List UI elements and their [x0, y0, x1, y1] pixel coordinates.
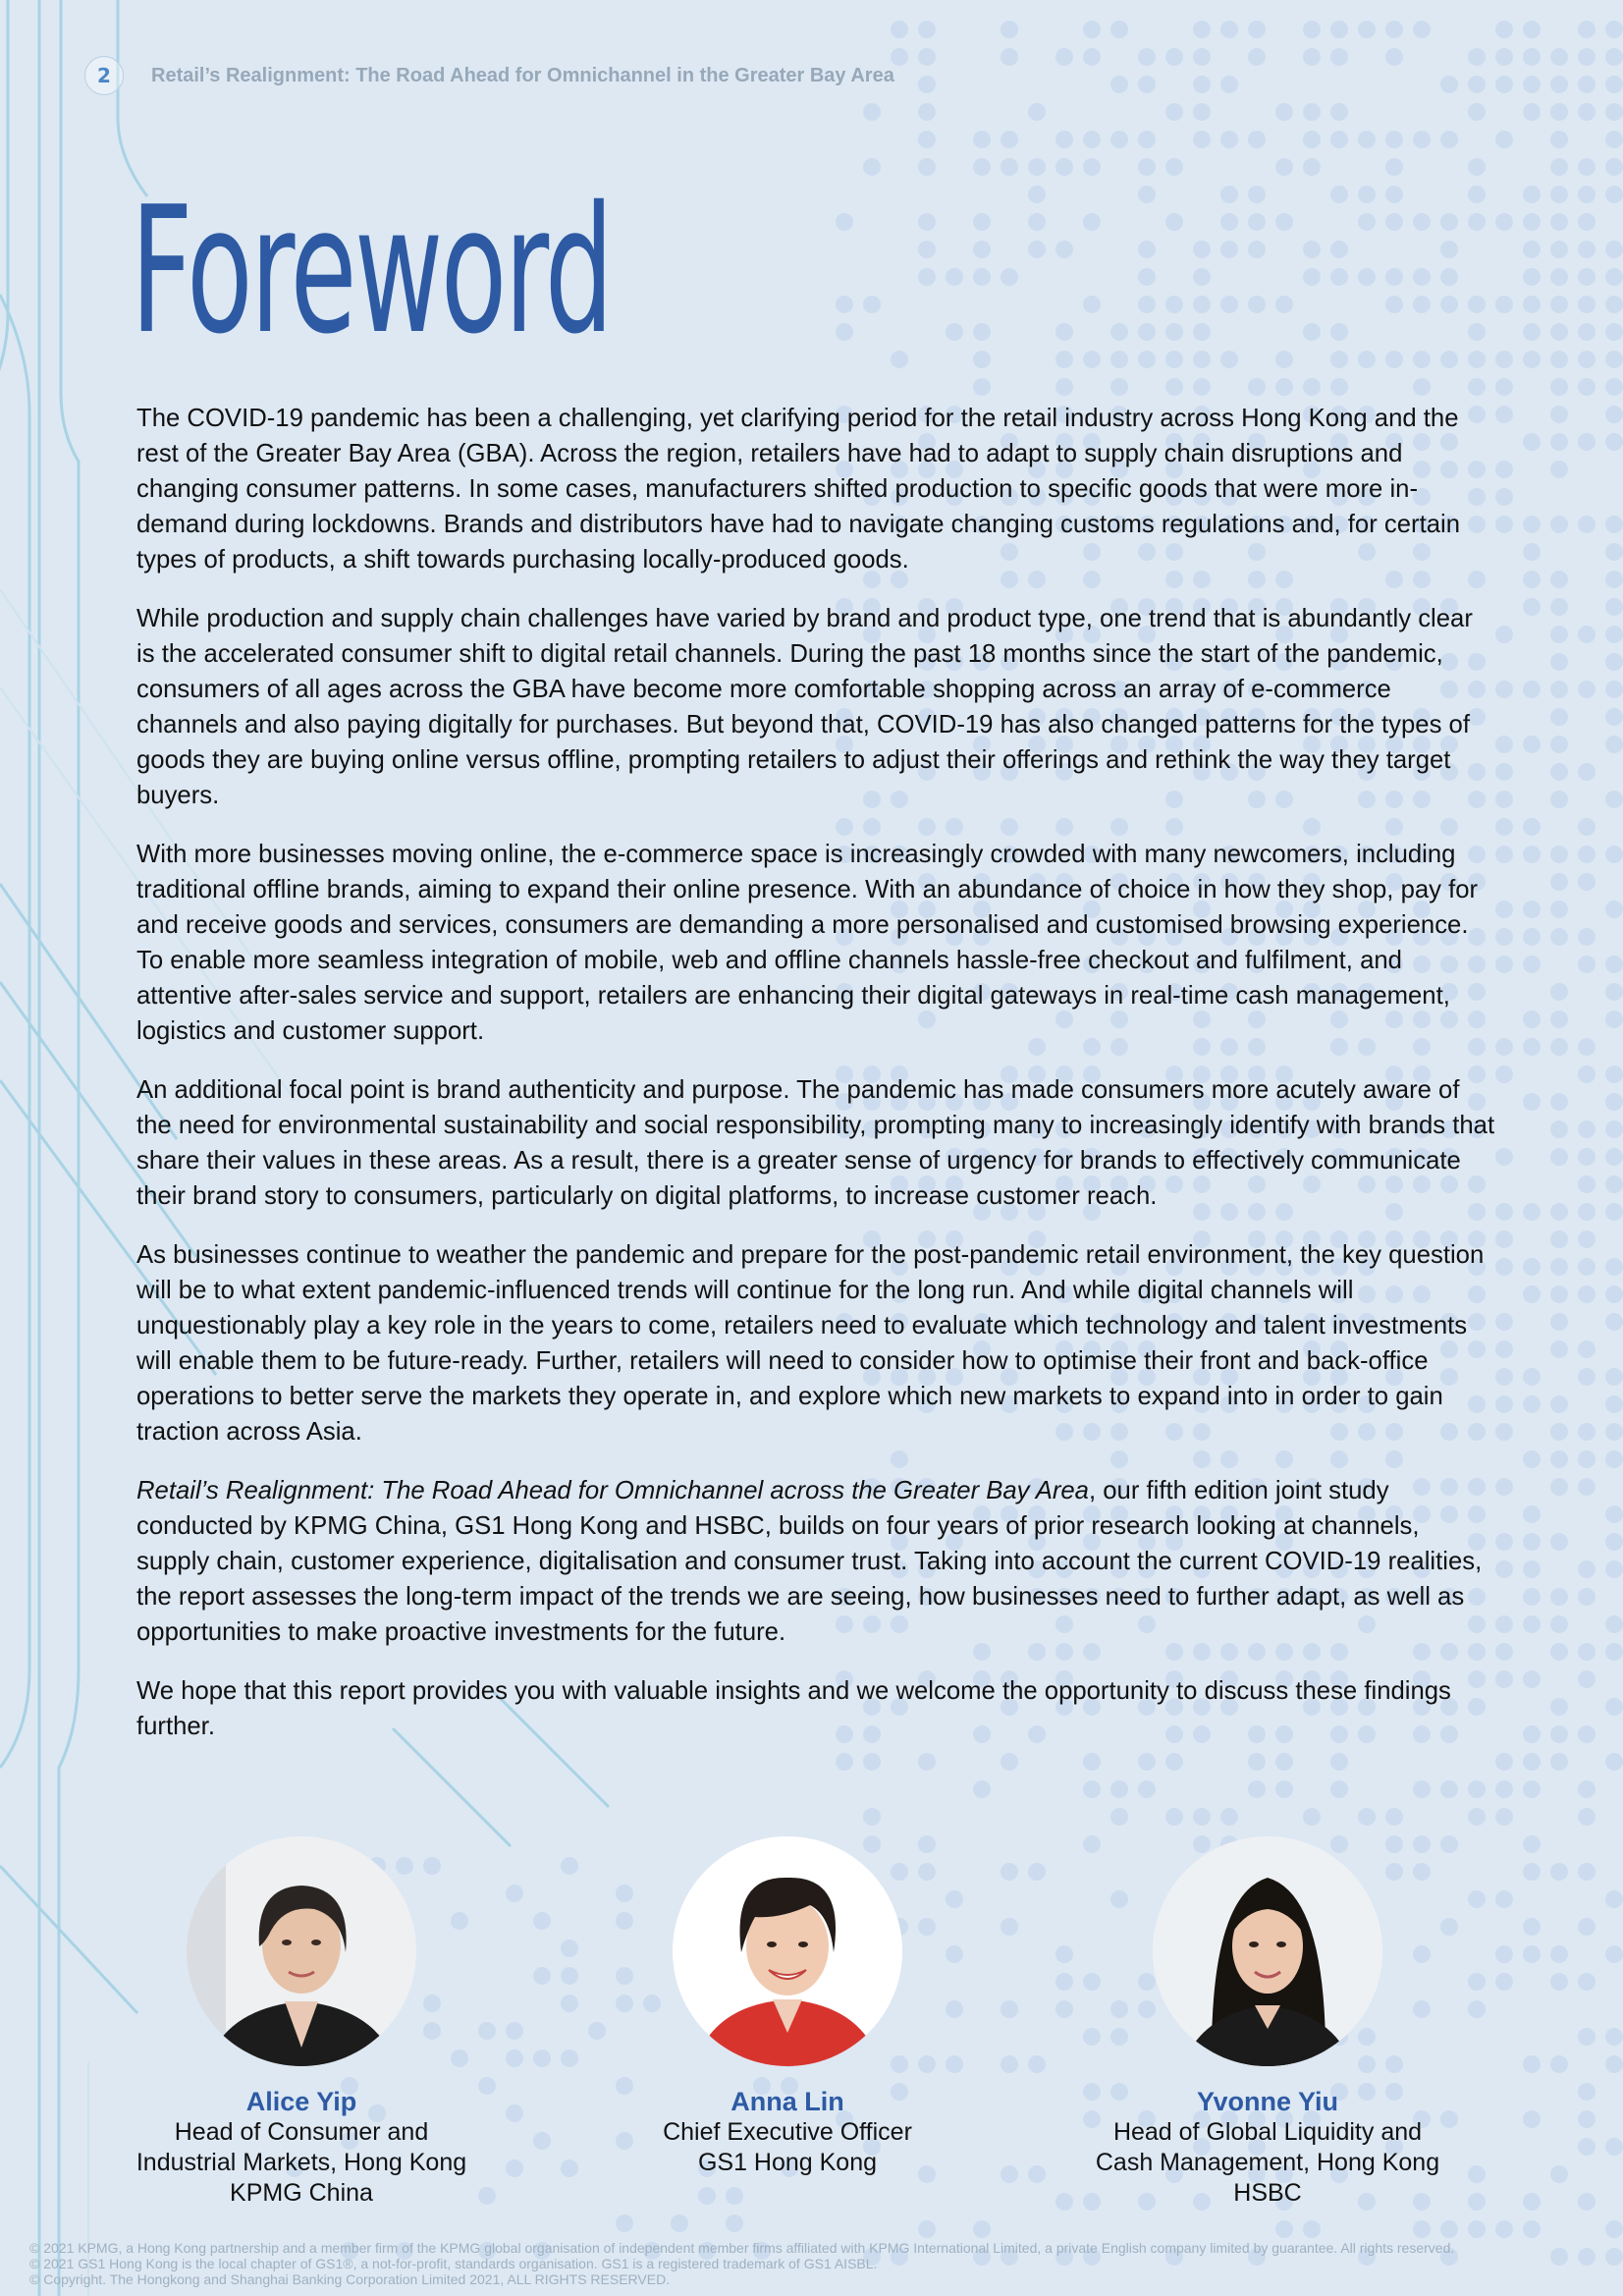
page-number: 2: [84, 56, 124, 95]
signatory-title: Chief Executive Officer: [663, 2118, 912, 2146]
signatory-organisation: HSBC: [1233, 2179, 1302, 2207]
signatory-name: Alice Yip: [245, 2087, 357, 2116]
paragraph: With more businesses moving online, the e-commerce space is increasingly crowded with many newcomers, including traditional offline brands, aiming to expand their online presence. With an abundance of choice in how they shop, pay for and receive goods and services, consumers are demanding a more personalised and customised browsing experience. To enable more seamless integration of mobile, web and offline channels hassle-free checkout and fulfilment, and attentive after-sales service and support, retailers are enhancing their digital gateways in real-time cash management, logistics and customer support.: [136, 841, 1479, 1045]
avatar-photo: [1153, 1836, 1382, 2066]
signatory-title: Industrial Markets, Hong Kong: [135, 2149, 467, 2176]
report-title-italic: Retail’s Realignment: The Road Ahead for Omnichannel across the Greater Bay Area: [136, 1477, 1089, 1504]
paragraph: We hope that this report provides you with valuable insights and we welcome the opportunity to discuss these findings further.: [136, 1677, 1451, 1740]
paragraph: [136, 1473, 1496, 1650]
paragraph-continuation: , our fifth edition joint study conducted by KPMG China, GS1 Hong Kong and HSBC, builds on four years of prior research looking at channels, supply chain, customer experience, digitalisation and consumer trust. Taking into account the current COVID-19 realities, the report assesses the long-term impact of the trends we are seeing, how businesses need to further adapt, as well as opportunities to make proactive investments for the future.: [136, 1477, 1483, 1646]
avatar-photo: [673, 1836, 902, 2066]
paragraph: While production and supply chain challenges have varied by brand and product type, one trend that is abundantly clear is the accelerated consumer shift to digital retail channels. During the past 18 months since the start of the pandemic, consumers of all ages across the GBA have become more comfortable shopping across an array of e-commerce channels and also paying digitally for purchases. But beyond that, COVID-19 has also changed patterns for the types of goods they are buying online versus offline, prompting retailers to adjust their offerings and rethink the way they target buyers.: [136, 605, 1473, 809]
signatory-title: Cash Management, Hong Kong: [1095, 2149, 1440, 2176]
signatory-name: Yvonne Yiu: [1196, 2087, 1339, 2116]
signatory-title: Head of Global Liquidity and: [1112, 2118, 1423, 2146]
paragraph: As businesses continue to weather the pandemic and prepare for the post-pandemic retail environment, the key question will be to what extent pandemic-influenced trends will continue for the long run. And while digital channels will unquestionably play a key role in the years to come, retailers need to evaluate which technology and talent investments will enable them to be future-ready. Further, retailers will need to consider how to optimise their front and back-office operations to better serve the markets they operate in, and explore which new markets to expand into in order to gain traction across Asia.: [136, 1241, 1485, 1446]
copyright-line: © Copyright. The Hongkong and Shanghai Banking Corporation Limited 2021, ALL RIGHTS RESERVED.: [29, 2271, 671, 2287]
paragraph: An additional focal point is brand authenticity and purpose. The pandemic has made consumers more acutely aware of the need for environmental sustainability and social responsibility, prompting many to increasingly identify with brands that share their values in these areas. As a result, there is a greater sense of urgency for brands to effectively communicate their brand story to consumers, particularly on digital platforms, to increase customer reach.: [136, 1076, 1495, 1210]
signatory-organisation: GS1 Hong Kong: [697, 2149, 878, 2176]
foreword-body: [136, 401, 1496, 1768]
signatory-yvonne-yiu: [1061, 1836, 1474, 2209]
copyright-line: © 2021 GS1 Hong Kong is the local chapter of GS1®, a not-for-profit, standards organisation. GS1 is a registered trademark of GS1 AISBL.: [29, 2256, 878, 2271]
signatory-title: Head of Consumer and: [174, 2118, 429, 2146]
signatory-organisation: KPMG China: [230, 2179, 373, 2207]
running-title: Retail’s Realignment: The Road Ahead for Omnichannel in the Greater Bay Area: [151, 64, 894, 86]
paragraph: The COVID-19 pandemic has been a challenging, yet clarifying period for the retail industry across Hong Kong and the rest of the Greater Bay Area (GBA). Across the region, retailers have had to adapt to supply chain disruptions and changing consumer patterns. In some cases, manufacturers shifted production to specific goods that were more in-demand during lockdowns. Brands and distributors have had to navigate changing customs regulations and, for certain types of products, a shift towards purchasing locally-produced goods.: [136, 405, 1460, 574]
page-title: Foreword: [131, 169, 612, 372]
signatory-alice-yip: [95, 1836, 508, 2209]
page-header: [84, 59, 894, 92]
copyright-line: © 2021 KPMG, a Hong Kong partnership and a member firm of the KPMG global organisation of independent member firms affiliated with KPMG International Limited, a private English company limited by guarantee. All rights reserved.: [29, 2240, 1455, 2256]
copyright-footer: [29, 2240, 1600, 2287]
avatar-photo: [187, 1836, 416, 2066]
signatory-anna-lin: [581, 1836, 994, 2178]
signatory-name: Anna Lin: [730, 2087, 844, 2116]
